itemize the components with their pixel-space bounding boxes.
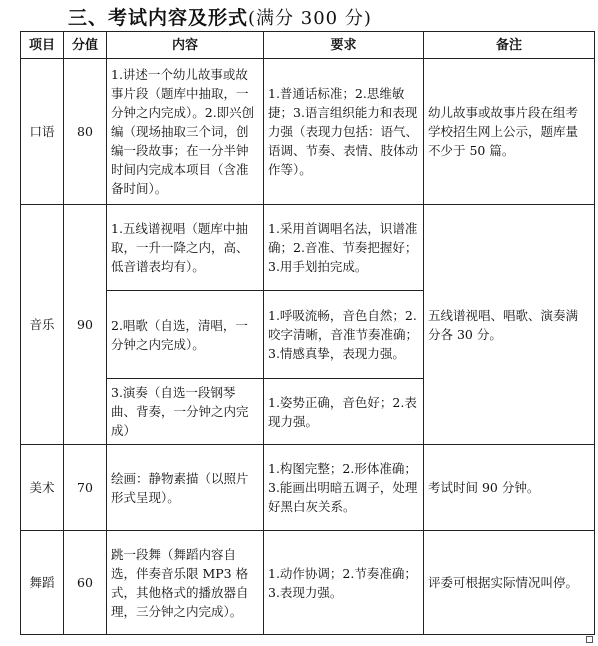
table-row xyxy=(21,445,595,531)
content-cell: 1.五线谱视唱（题库中抽取，一升一降之内，高、低音谱表均有）。 xyxy=(107,205,264,291)
subject-cell: 口语 xyxy=(21,59,64,205)
score-cell: 90 xyxy=(64,205,107,445)
header-subject: 项目 xyxy=(21,32,64,59)
requirements-cell: 1.动作协调；2.节奏准确；3.表现力强。 xyxy=(264,531,424,635)
table-row xyxy=(21,205,595,291)
score-cell: 70 xyxy=(64,445,107,531)
notes-cell: 考试时间 90 分钟。 xyxy=(424,445,595,531)
requirements-cell: 1.采用首调唱名法，识谱准确；2.音准、节奏把握好；3.用手划拍完成。 xyxy=(264,205,424,291)
content-cell: 跳一段舞（舞蹈内容自选，伴奏音乐限 MP3 格式，其他格式的播放器自理，三分钟之内完成）。 xyxy=(107,531,264,635)
requirements-cell: 1.普通话标准；2.思维敏捷；3.语言组织能力和表现力强（表现力包括：语气、语调、节奏、表情、肢体动作等）。 xyxy=(264,59,424,205)
subject-cell: 音乐 xyxy=(21,205,64,445)
requirements-cell: 1.呼吸流畅，音色自然；2.咬字清晰，音准节奏准确；3.情感真挚，表现力强。 xyxy=(264,291,424,379)
paragraph-mark xyxy=(586,636,593,643)
score-cell: 60 xyxy=(64,531,107,635)
subject-cell: 美术 xyxy=(21,445,64,531)
table-header-row xyxy=(21,32,595,59)
header-requirements: 要求 xyxy=(264,32,424,59)
requirements-cell: 1.姿势正确，音色好；2.表现力强。 xyxy=(264,379,424,445)
table-row xyxy=(21,59,595,205)
header-content: 内容 xyxy=(107,32,264,59)
notes-cell: 评委可根据实际情况叫停。 xyxy=(424,531,595,635)
score-cell: 80 xyxy=(64,59,107,205)
table-row xyxy=(21,531,595,635)
requirements-cell: 1.构图完整；2.形体准确；3.能画出明暗五调子，处理好黑白灰关系。 xyxy=(264,445,424,531)
content-cell: 2.唱歌（自选，清唱，一分钟之内完成）。 xyxy=(107,291,264,379)
content-cell: 绘画：静物素描（以照片形式呈现）。 xyxy=(107,445,264,531)
subject-cell: 舞蹈 xyxy=(21,531,64,635)
section-heading xyxy=(68,3,372,30)
notes-cell: 幼儿故事或故事片段在组考学校招生网上公示，题库量不少于 50 篇。 xyxy=(424,59,595,205)
heading-title: 三、考试内容及形式 xyxy=(68,7,249,29)
notes-cell: 五线谱视唱、唱歌、演奏满分各 30 分。 xyxy=(424,205,595,445)
content-cell: 3.演奏（自选一段钢琴曲、背奏，一分钟之内完成） xyxy=(107,379,264,445)
header-score: 分值 xyxy=(64,32,107,59)
exam-content-table xyxy=(20,31,595,635)
heading-total-score: (满分 300 分) xyxy=(248,8,372,29)
header-notes: 备注 xyxy=(424,32,595,59)
content-cell: 1.讲述一个幼儿故事或故事片段（题库中抽取，一分钟之内完成）。2.即兴创编（现场抽取三个词，创编一段故事；在一分半钟时间内完成本项目（含准备时间）。 xyxy=(107,59,264,205)
